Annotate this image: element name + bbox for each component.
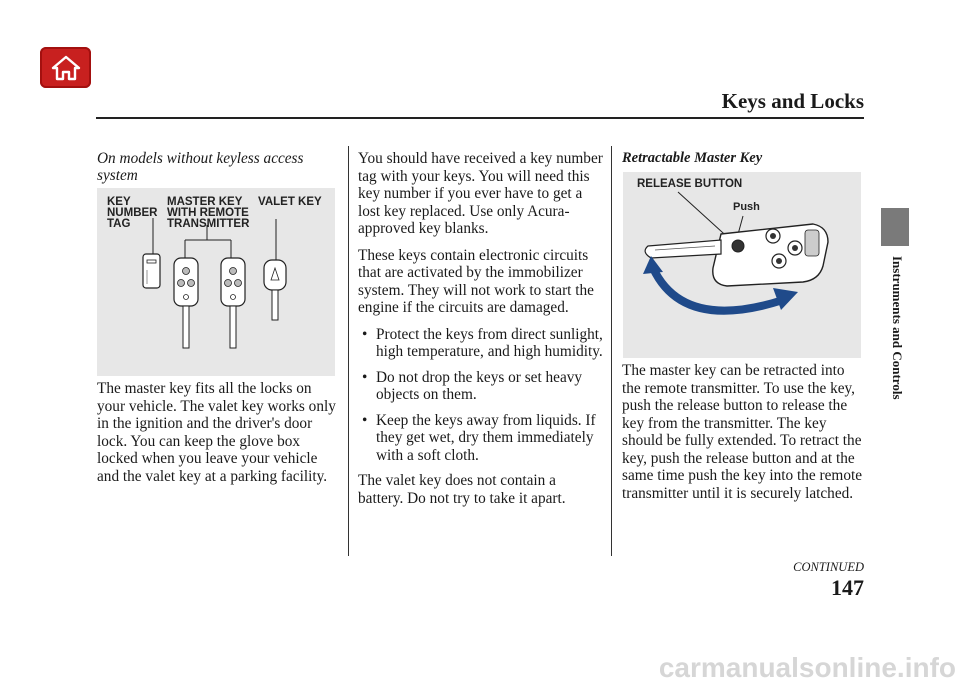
col2-text — [358, 150, 603, 516]
retractable-key-drawing — [623, 172, 861, 358]
column-divider-1 — [348, 146, 349, 556]
col3-paragraph: The master key can be retracted into the remote transmitter. To use the key, push the release button to release the key from the transmitter. The key should be fully extended. To retract the key, push the release button and at the same time push the key into the remote transmitter until it is securely latched. — [622, 362, 863, 502]
home-icon — [51, 55, 81, 81]
list-item: • Do not drop the keys or set heavy objects on them. — [358, 369, 603, 404]
keys-figure — [97, 188, 335, 376]
header-rule — [96, 117, 864, 119]
section-title: Keys and Locks — [721, 89, 864, 113]
continued-label: CONTINUED — [793, 560, 864, 574]
list-item: • Keep the keys away from liquids. If they get wet, dry them immediately with a soft cloth. — [358, 412, 603, 465]
side-label-text: Instruments and Controls — [890, 256, 905, 400]
label-push: Push — [733, 201, 760, 213]
label-valet-key: VALET KEY — [258, 196, 322, 208]
col2-para3: The valet key does not contain a battery. Do not try to take it apart. — [358, 472, 566, 507]
list-item: • Protect the keys from direct sunlight, high temperature, and high humidity. — [358, 326, 603, 361]
col1-caption: On models without keyless access system — [97, 150, 304, 184]
col3-heading: Retractable Master Key — [622, 150, 763, 166]
watermark: carmanualsonline.info — [658, 652, 956, 683]
care-bullets — [358, 326, 603, 465]
col2-para1: You should have received a key number tag with your keys. You will need this key number if you ever have to get a lost key replaced. Use only Acura-approved key blanks. — [358, 150, 603, 237]
side-tab[interactable] — [881, 208, 909, 246]
retractable-key-figure — [623, 172, 861, 358]
label-release-button: RELEASE BUTTON — [637, 178, 743, 190]
side-label — [883, 256, 907, 476]
keys-drawing — [97, 188, 335, 376]
home-button[interactable] — [40, 47, 91, 88]
label-master-key: MASTER KEY WITH REMOTE TRANSMITTER — [167, 196, 250, 230]
label-key-number-tag: KEY NUMBER TAG — [107, 196, 158, 230]
column-divider-2 — [611, 146, 612, 556]
page-number: 147 — [831, 575, 864, 600]
col1-paragraph: The master key fits all the locks on your vehicle. The valet key works only in the ignition and the driver's door lock. You can keep the glove box locked when you leave your vehicle and the valet key at a parking facility. — [97, 380, 336, 485]
col2-para2: These keys contain electronic circuits that are activated by the immobilizer system. They will not work to start the engine if the circuits are damaged. — [358, 246, 594, 316]
